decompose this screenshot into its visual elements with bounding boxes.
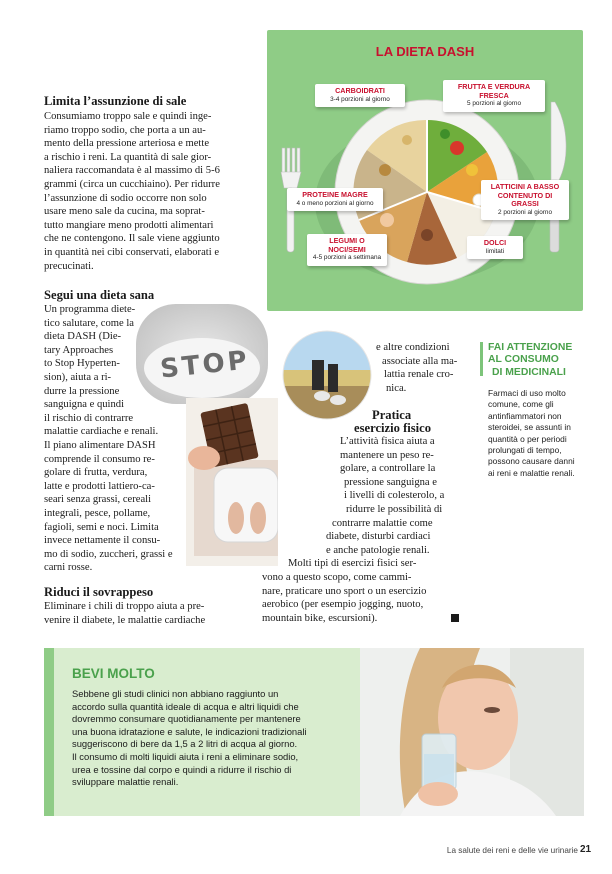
heading-sovrappeso: Riduci il sovrappeso [44, 585, 154, 599]
text-line: durre la pressione [44, 385, 120, 397]
text-line: ai reni e malattie renali. [488, 467, 575, 478]
paragraph-sale [44, 110, 242, 273]
heading-dieta: Segui una dieta sana [44, 288, 155, 302]
text-line: Farmaci di uso molto [488, 388, 566, 398]
text-line: riamo troppo sodio, che porta a un au- [44, 124, 206, 136]
paragraph-esercizio [262, 435, 462, 625]
text-line: e altre condizioni [376, 342, 450, 353]
text-line: antinfiammatori non [488, 410, 562, 421]
text-line: e anche patologie renali. [326, 544, 430, 556]
knife-icon [550, 102, 566, 252]
dash-card-label: LATTICINI A BASSO CONTENUTO DI GRASSI [490, 182, 560, 208]
text-line: golare, a controllare la [340, 463, 436, 475]
paragraph-esercizio-intro [376, 341, 466, 395]
text-line: comprende il consumo re- [44, 453, 155, 465]
text-line: prolungati di tempo, [488, 445, 562, 456]
text-line: invece nettamente il consu- [44, 535, 161, 547]
text-line: integrali, pesce, pollame, [44, 507, 151, 519]
text-line: ridurre le possibilità di [346, 503, 443, 515]
text-line: suggeriscono di bere da 1,5 a 2 litri di acqua al giorno. [72, 738, 298, 750]
dash-card-sub: limitati [485, 247, 505, 255]
dash-card-frutta [443, 80, 545, 112]
text-line: dovremmo consumare quotidianamente per mantenere [72, 713, 301, 725]
woman-drinking-water-photo [360, 648, 584, 816]
text-line: golare di frutta, verdura, [44, 467, 148, 479]
text-line: lattia renale cro- [384, 369, 454, 381]
text-line: sanguigna e quindi [44, 399, 125, 411]
dash-card-sub: 4-5 porzioni a settimana [312, 254, 382, 261]
text-line: Consumiamo troppo sale e quindi inge- [44, 111, 212, 122]
dash-card-legumi [307, 234, 387, 266]
medicinali-sidebar [480, 332, 580, 522]
text-line: contrarre malattie come [332, 517, 433, 529]
text-line: mantenere un peso re- [340, 449, 434, 461]
text-line: mo di sodio, zuccheri, grassi e [44, 548, 173, 560]
text-line: l’assunzione di sodio occorre non solo [44, 192, 207, 204]
text-line: fagioli, semi e noci. Limita [44, 521, 159, 533]
stop-salt-text: STOP [158, 345, 252, 385]
dash-card-latticini [481, 180, 569, 220]
text-line: L’attività fisica aiuta a [340, 436, 435, 447]
dash-card-dolci [467, 236, 523, 259]
text-line: aerobico (per esempio jogging, nuoto, [262, 599, 424, 611]
text-line: urea e tossine dal corpo e quindi a ridurre il rischio di [72, 763, 292, 775]
footer-running-title: La salute dei reni e delle vie urinarie [446, 846, 578, 855]
dash-card-label: DOLCI [483, 238, 507, 247]
dash-card-label: LEGUMI O NOCI/SEMI [328, 236, 366, 254]
text-line: quantità o per periodi [488, 433, 567, 444]
dash-card-sub: 5 porzioni al giorno [467, 100, 521, 107]
text-line: a rischio i reni. La quantità di sale gior- [44, 151, 212, 163]
text-line: tutto mangiare meno prodotti alimentari [44, 219, 214, 231]
text-line: latte e prodotti lattiero-ca- [44, 480, 155, 492]
text-line: steroidei, se assunti in [488, 422, 571, 433]
text-line: to Stop Hyperten- [44, 358, 120, 370]
text-line: Il consumo di molti liquidi aiuta i reni a eliminare sodio, [72, 750, 299, 762]
title-line: FAI ATTENZIONE [488, 342, 573, 353]
text-line: venire il diabete, le malattie cardiache [44, 614, 206, 626]
text-line: tico salutare, come la [44, 317, 135, 329]
text-line: nare, praticare uno sport o un esercizio [262, 585, 427, 597]
text-line: vono a questo scopo, come cammi- [262, 571, 412, 583]
text-line: usare meno sale da cucina, ma soprat- [44, 206, 205, 218]
text-line: accordo sulla quantità ideale di acqua e altri liquidi che [72, 700, 299, 712]
text-line: dieta DASH (Die- [44, 331, 122, 343]
text-line: Eliminare i chili di troppo aiuta a pre- [44, 601, 205, 612]
text-line: in quantità nei cibi conservati, elaborati e [44, 246, 220, 258]
text-line: possono causare danni [488, 456, 575, 467]
medicinali-text [488, 388, 580, 479]
text-line: naliera raccomandata è al massimo di 5-6 [44, 165, 220, 177]
text-line: mountain bike, escursioni). [262, 612, 378, 624]
medicinali-title [488, 342, 584, 379]
dash-infographic [267, 30, 583, 311]
text-line: i livelli di colesterolo, a [344, 490, 445, 502]
text-line: associate alla ma- [382, 355, 458, 367]
text-line: Molti tipi di esercizi fisici ser- [288, 558, 417, 570]
dash-card-label: CARBOIDRATI [335, 86, 385, 95]
text-line: pressione sanguigna e [344, 476, 437, 488]
text-line: mento della pressione arteriosa e mette [44, 138, 210, 150]
text-line: sion), aiuta a ri- [44, 371, 112, 383]
heading-esercizio-line1: Pratica [372, 408, 412, 422]
text-line: sviluppare malattie renali. [72, 776, 179, 788]
heading-esercizio-line2: esercizio fisico [354, 421, 432, 435]
text-line: seari senza grassi, cereali [44, 494, 152, 506]
text-line: nica. [386, 382, 407, 394]
dash-card-sub: 3-4 porzioni al giorno [330, 95, 390, 103]
dash-card-sub: 4 o meno porzioni al giorno [296, 199, 374, 207]
text-line: malattie cardiache e renali. [44, 426, 159, 438]
paragraph-sovrappeso [44, 600, 240, 627]
bevi-title: BEVI MOLTO [72, 666, 155, 681]
bevi-text [72, 688, 372, 789]
sidebar-accent-bar [480, 342, 483, 376]
dash-plate-illustration [267, 30, 583, 311]
text-line: il rischio di contrarre [44, 412, 134, 424]
dash-title: LA DIETA DASH [375, 44, 475, 59]
text-line: carni rosse. [44, 562, 93, 574]
text-line: Un programma diete- [44, 304, 136, 315]
text-line: precucinati. [44, 260, 94, 272]
text-line: Il piano alimentare DASH [44, 439, 156, 451]
text-line: una buona idratazione e salute, le indicazioni tradizionali [72, 725, 307, 737]
page-number: 21 [580, 844, 592, 855]
box-accent-bar [44, 648, 54, 816]
runner-photo [282, 330, 372, 420]
title-line: DI MEDICINALI [492, 366, 566, 378]
text-line: tary Approaches [44, 344, 114, 356]
dash-card-label: PROTEINE MAGRE [302, 190, 368, 199]
heading-sale: Limita l’assunzione di sale [44, 94, 187, 108]
text-line: comune, come gli [488, 399, 554, 410]
end-of-article-marker [451, 614, 459, 622]
dash-card-proteine [287, 188, 383, 211]
dash-card-label: FRUTTA E VERDURA FRESCA [457, 82, 531, 100]
text-line: che ne contengono. Il sale viene aggiunto [44, 233, 220, 245]
text-line: grammi (circa un cucchiaino). Per ridurre [44, 178, 220, 190]
dash-card-sub: 2 porzioni al giorno [498, 208, 552, 216]
text-line: diabete, disturbi cardiaci [326, 531, 431, 543]
dash-card-carboidrati [315, 84, 405, 107]
text-line: Sebbene gli studi clinici non abbiano raggiunto un [72, 688, 279, 699]
title-line: AL CONSUMO [488, 354, 559, 366]
